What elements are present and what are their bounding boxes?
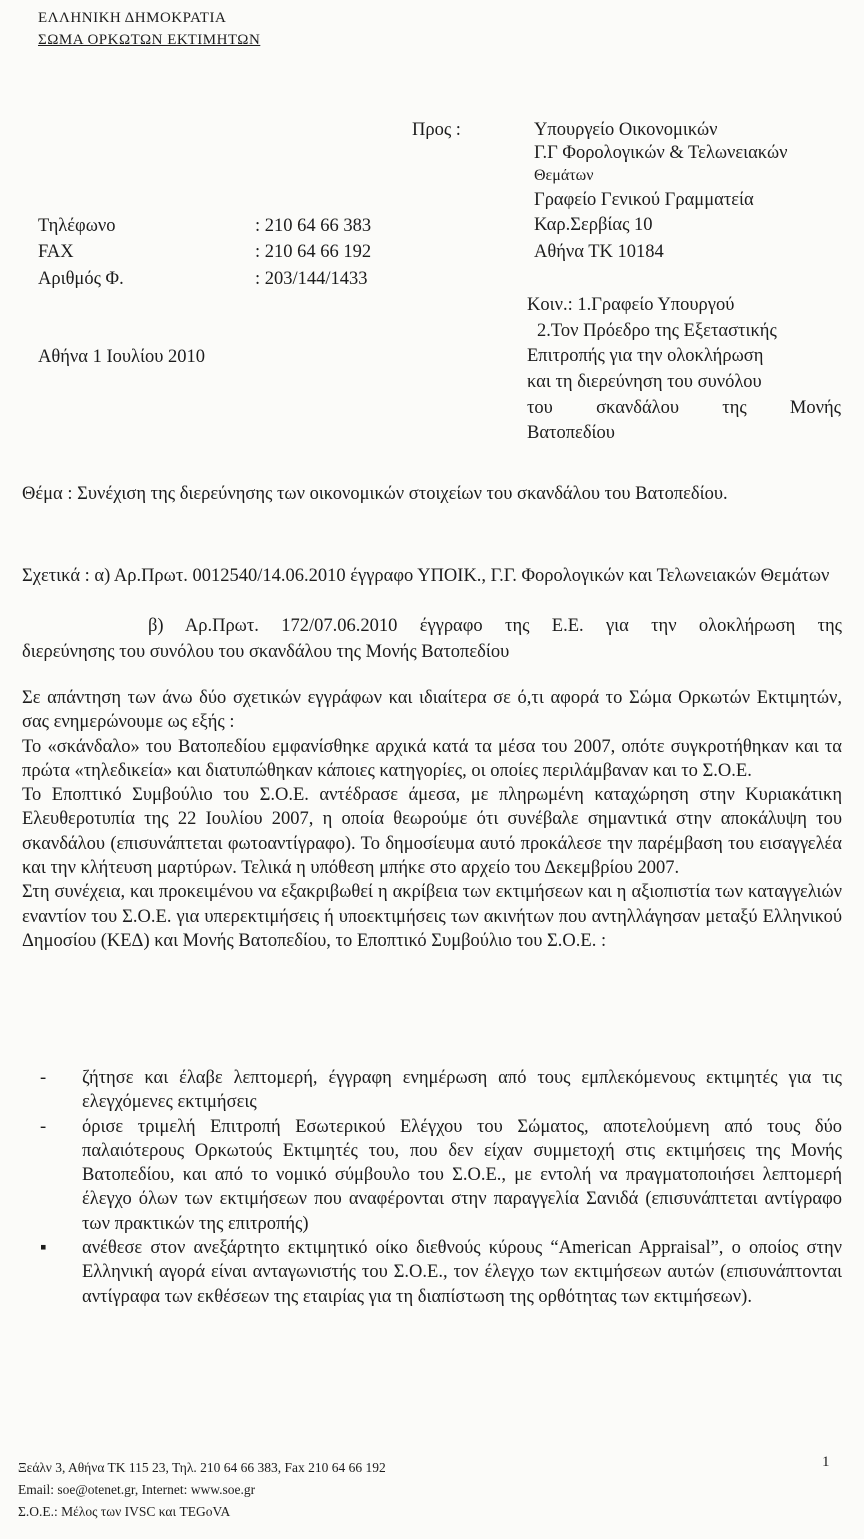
reference-b: β) Αρ.Πρωτ. 172/07.06.2010 έγγραφο της Ε.Ε. για την ολοκλήρωση της — [148, 616, 842, 636]
reference-a: Σχετικά : α) Αρ.Πρωτ. 0012540/14.06.2010 έγγραφο ΥΠΟΙΚ., Γ.Γ. Φορολογικών και Τελωνειακών Θεμάτων — [22, 566, 830, 586]
page-number: 1 — [822, 1454, 830, 1470]
fax-value: : 210 64 66 192 — [255, 242, 372, 262]
bullet-marker: ▪ — [40, 1238, 47, 1259]
list-item-text: όρισε τριμελή Επιτροπή Εσωτερικού Ελέγχου του Σώματος, αποτελούμενη από τους δύο παλαιότερους Ορκωτούς Εκτιμητές του, που δεν είχαν συμμετοχή στις εκτιμήσεις της Μονής Βατοπεδίου, και από το νομικό σύμβουλο του Σ.Ο.Ε., με εντολή να πραγματοποιήσει λεπτομερή έλεγχο όλων των εκτιμήσεων που αναφέρονται στην παραγγελία Σανιδά (επισυνάπτεται αντίγραφο των πρακτικών της επιτροπής) — [82, 1116, 842, 1234]
list-item — [40, 1115, 842, 1236]
recipient-line: Καρ.Σερβίας 10 — [534, 215, 653, 235]
body-paragraph: Στη συνέχεια, και προκειμένου να εξακριβωθεί η ακρίβεια των εκτιμήσεων και η αξιοπιστία των καταγγελιών εναντίον του Σ.Ο.Ε. για υπερεκτιμήσεις ή υποεκτιμήσεις των ακινήτων που αντηλλάγησαν μεταξύ Ελληνικού Δημοσίου (ΚΕΔ) και Μονής Βατοπεδίου, το Εποπτικό Συμβούλιο του Σ.Ο.Ε. : — [22, 882, 842, 951]
phone-label: Τηλέφωνο — [38, 216, 116, 236]
org-name: ΕΛΛΗΝΙΚΗ ΔΗΜΟΚΡΑΤΙΑ — [38, 10, 227, 26]
cc-line: Επιτροπής για την ολοκλήρωση — [527, 346, 764, 366]
recipient-label: Προς : — [412, 120, 461, 140]
footer-membership: Σ.Ο.Ε.: Μέλος των IVSC και TEGoVA — [18, 1504, 231, 1519]
body-paragraph: Σε απάντηση των άνω δύο σχετικών εγγράφων και ιδιαίτερα σε ό,τι αφορά το Σώμα Ορκωτών Εκτιμητών, σας ενημερώνουμε ως εξής : — [22, 688, 842, 733]
cc-line: 2.Τον Πρόεδρο της Εξεταστικής — [537, 321, 777, 341]
list-item — [40, 1236, 842, 1309]
recipient-line: Γ.Γ Φορολογικών & Τελωνειακών — [534, 143, 788, 163]
list-item-text: ανέθεσε στον ανεξάρτητο εκτιμητικό οίκο διεθνούς κύρους “American Appraisal”, ο οποίος στην Ελληνική αγορά είναι ανταγωνιστής του Σ.Ο.Ε., τον έλεγχο των εκτιμήσεων αυτών (επισυνάπτονται αντίγραφα των εκθέσεων της εταιρίας για τη διαπίστωση της ορθότητας των εκτιμήσεων). — [82, 1238, 842, 1307]
actions-list — [40, 1066, 842, 1309]
cc-line: του σκανδάλου της Μονής — [527, 398, 841, 418]
body-paragraph: Το Εποπτικό Συμβούλιο του Σ.Ο.Ε. αντέδρασε άμεσα, με πληρωμένη καταχώρηση στην Κυριακάτικη Ελευθεροτυπία της 22 Ιουλίου 2007, η οποία θεωρούμε ότι συνέβαλε σημαντικά στην αποκάλυψη του σκανδάλου (επισυνάπτεται φωτοαντίγραφο). Το δημοσίευμα αυτό προκάλεσε την παρέμβαση του εισαγγελέα και την κλήτευση μαρτύρων. Τελικά η υπόθεση μπήκε στο αρχείο του Δεκεμβρίου 2007. — [22, 785, 842, 879]
fax-label: FAX — [38, 242, 74, 262]
reference-b-continuation: διερεύνησης του συνόλου του σκανδάλου της Μονής Βατοπεδίου — [22, 642, 510, 662]
org-department: ΣΩΜΑ ΟΡΚΩΤΩΝ ΕΚΤΙΜΗΤΩΝ — [38, 32, 261, 48]
footer-address: Ξεάλν 3, Αθήνα ΤΚ 115 23, Τηλ. 210 64 66 383, Fax 210 64 66 192 — [18, 1460, 386, 1475]
cc-line: Βατοπεδίου — [527, 423, 615, 443]
recipient-line: Αθήνα ΤΚ 10184 — [534, 242, 664, 262]
footer-contact: Email: soe@otenet.gr, Internet: www.soe.gr — [18, 1482, 256, 1497]
reference-number-value: : 203/144/1433 — [255, 269, 368, 289]
cc-line: Κοιν.: 1.Γραφείο Υπουργού — [527, 295, 735, 315]
list-item-text: ζήτησε και έλαβε λεπτομερή, έγγραφη ενημέρωση από τους εμπλεκόμενους εκτιμητές για τις ελεγχόμενες εκτιμήσεις — [82, 1068, 842, 1113]
bullet-marker: - — [40, 1116, 47, 1137]
list-item — [40, 1066, 842, 1115]
recipient-line: Θεμάτων — [534, 167, 594, 184]
phone-value: : 210 64 66 383 — [255, 216, 372, 236]
bullet-marker: - — [40, 1068, 47, 1088]
letter-date: Αθήνα 1 Ιουλίου 2010 — [38, 347, 206, 367]
recipient-line: Γραφείο Γενικού Γραμματεία — [534, 190, 754, 210]
reference-number-label: Αριθμός Φ. — [38, 269, 124, 289]
subject: Θέμα : Συνέχιση της διερεύνησης των οικονομικών στοιχείων του σκανδάλου του Βατοπεδίου. — [22, 484, 728, 504]
cc-line: και τη διερεύνηση του συνόλου — [527, 372, 762, 392]
body-paragraph: Το «σκάνδαλο» του Βατοπεδίου εμφανίσθηκε αρχικά κατά τα μέσα του 2007, οπότε συγκροτήθηκαν και τα πρώτα «τηλεδικεία» και διατυπώθηκαν κάποιες κατηγορίες, οι οποίες περιλάμβαναν και το Σ.Ο.Ε. — [22, 736, 842, 781]
letter-body — [22, 686, 842, 953]
recipient-line: Υπουργείο Οικονομικών — [534, 120, 718, 140]
